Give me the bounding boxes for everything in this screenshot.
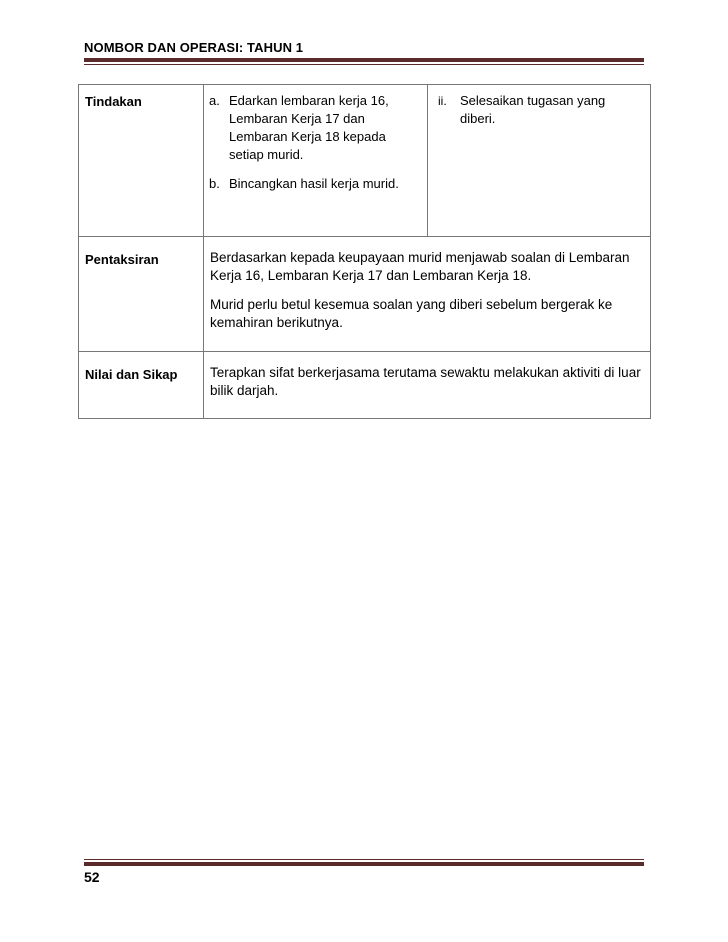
page-number: 52 <box>84 869 100 885</box>
list-item <box>438 92 644 128</box>
list-marker: ii. <box>438 94 447 108</box>
footer-rule-thick <box>84 862 644 866</box>
list-marker: b. <box>209 176 220 191</box>
header-rule-thick <box>84 58 644 62</box>
row-label-nilai: Nilai dan Sikap <box>79 352 204 419</box>
row-nilai <box>79 352 651 419</box>
list-item <box>209 175 421 193</box>
assessment-paragraph: Murid perlu betul kesemua soalan yang diberi sebelum bergerak ke kemahiran berikutnya. <box>210 297 613 330</box>
list-item-text: Selesaikan tugasan yang diberi. <box>460 93 606 126</box>
pupil-actions-cell <box>428 85 651 237</box>
list-marker: a. <box>209 93 220 108</box>
assessment-cell <box>204 237 651 352</box>
values-paragraph: Terapkan sifat berkerjasama terutama sewaktu melakukan aktiviti di luar bilik darjah. <box>210 365 641 398</box>
values-cell <box>204 352 651 419</box>
assessment-paragraph: Berdasarkan kepada keupayaan murid menjawab soalan di Lembaran Kerja 16, Lembaran Kerja 17 dan Lembaran Kerja 18. <box>210 250 630 283</box>
header-rule-thin <box>84 64 644 65</box>
footer-rule-thin <box>84 859 644 860</box>
row-pentaksiran <box>79 237 651 352</box>
lesson-table <box>78 84 651 419</box>
row-label-pentaksiran: Pentaksiran <box>79 237 204 352</box>
teacher-actions-cell <box>204 85 428 237</box>
page-header-title: NOMBOR DAN OPERASI: TAHUN 1 <box>84 40 304 55</box>
list-item-text: Edarkan lembaran kerja 16, Lembaran Kerja 17 dan Lembaran Kerja 18 kepada setiap murid. <box>229 93 389 162</box>
list-item <box>209 92 421 164</box>
list-item-text: Bincangkan hasil kerja murid. <box>229 176 399 191</box>
row-tindakan <box>79 85 651 237</box>
row-label-tindakan: Tindakan <box>79 85 204 237</box>
